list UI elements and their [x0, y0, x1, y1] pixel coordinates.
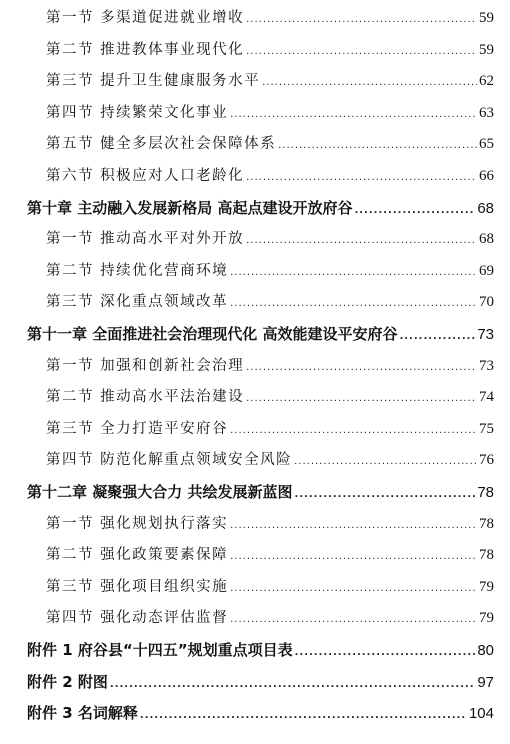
toc-entry-title: 第四节 防范化解重点领域安全风险 [46, 452, 293, 469]
toc-entry-section[interactable] [46, 414, 494, 444]
toc-entry-section[interactable] [46, 603, 494, 633]
toc-entry-appendix[interactable] [27, 698, 494, 728]
toc-entry-section[interactable] [46, 382, 494, 412]
toc-entry-page-number: 73 [479, 357, 494, 374]
toc-entry-title: 第二节 推进教体事业现代化 [46, 41, 245, 58]
dot-leader [230, 605, 477, 635]
toc-entry-section[interactable] [46, 351, 494, 381]
toc-entry-title: 第一节 推动高水平对外开放 [46, 231, 245, 248]
toc-entry-page-number: 79 [479, 610, 494, 627]
toc-entry-page-number: 78 [479, 515, 494, 532]
dot-leader [230, 511, 477, 541]
toc-entry-title: 第十章 主动融入发展新格局 高起点建设开放府谷 [27, 198, 353, 217]
toc-entry-title: 第二节 强化政策要素保障 [46, 547, 229, 564]
toc-entry-page-number: 75 [479, 420, 494, 437]
dot-leader [230, 258, 477, 288]
toc-entry-title: 第三节 深化重点领域改革 [46, 294, 229, 311]
toc-entry-title: 第一节 加强和创新社会治理 [46, 357, 245, 374]
toc-entry-section[interactable] [46, 256, 494, 286]
toc-entry-chapter[interactable] [27, 193, 494, 223]
dot-leader [295, 638, 476, 668]
toc-entry-title: 第五节 健全多层次社会保障体系 [46, 136, 277, 153]
dot-leader [246, 163, 477, 193]
toc-entry-page-number: 79 [479, 578, 494, 595]
toc-entry-title: 附件 3 名词解释 [27, 704, 138, 723]
toc-entry-page-number: 70 [479, 294, 494, 311]
toc-entry-chapter[interactable] [27, 477, 494, 507]
toc-entry-page-number: 62 [479, 73, 494, 90]
toc-entry-section[interactable] [46, 98, 494, 128]
dot-leader [246, 353, 477, 383]
toc-entry-page-number: 104 [468, 705, 494, 723]
toc-entry-section[interactable] [46, 129, 494, 159]
dot-leader [246, 384, 477, 414]
toc-entry-page-number: 69 [479, 262, 494, 279]
dot-leader [110, 670, 475, 700]
toc-entry-title: 第三节 全力打造平安府谷 [46, 420, 229, 437]
toc-entry-section[interactable] [46, 161, 494, 191]
toc-entry-title: 第一节 强化规划执行落实 [46, 515, 229, 532]
toc-entry-page-number: 63 [479, 104, 494, 121]
toc-entry-section[interactable] [46, 3, 494, 33]
dot-leader [230, 416, 477, 446]
toc-entry-chapter[interactable] [27, 319, 494, 349]
dot-leader [294, 447, 477, 477]
toc-entry-title: 第十二章 凝聚强大合力 共绘发展新蓝图 [27, 483, 293, 501]
dot-leader [246, 5, 477, 35]
toc-entry-title: 附件 2 附图 [27, 672, 108, 691]
toc-entry-title: 第十一章 全面推进社会治理现代化 高效能建设平安府谷 [27, 325, 398, 343]
dot-leader [399, 322, 475, 352]
toc-entry-title: 第一节 多渠道促进就业增收 [46, 10, 245, 26]
dot-leader [278, 131, 477, 161]
toc-entry-section[interactable] [46, 540, 494, 570]
toc-entry-section[interactable] [46, 66, 494, 96]
toc-entry-page-number: 78 [479, 547, 494, 564]
dot-leader [294, 480, 475, 510]
toc-entry-page-number: 78 [477, 484, 494, 501]
toc-entry-section[interactable] [46, 509, 494, 539]
dot-leader [230, 574, 477, 604]
toc-entry-page-number: 80 [477, 642, 494, 659]
toc-entry-title: 第四节 持续繁荣文化事业 [46, 104, 229, 121]
dot-leader [140, 701, 467, 731]
dot-leader [354, 196, 475, 226]
toc-entry-page-number: 76 [479, 452, 494, 469]
toc-entry-appendix[interactable] [27, 635, 494, 665]
toc-entry-page-number: 65 [479, 136, 494, 153]
toc-entry-page-number: 97 [477, 673, 494, 691]
toc-entry-section[interactable] [46, 35, 494, 65]
dot-leader [246, 226, 477, 256]
toc-entry-section[interactable] [46, 445, 494, 475]
toc-entry-page-number: 73 [477, 326, 494, 343]
toc-entry-section[interactable] [46, 224, 494, 254]
toc-entry-title: 第四节 强化动态评估监督 [46, 610, 229, 627]
toc-entry-title: 第三节 强化项目组织实施 [46, 578, 229, 595]
toc-entry-title: 第六节 积极应对人口老龄化 [46, 168, 245, 184]
toc-entry-page-number: 68 [477, 199, 494, 217]
toc-entry-section[interactable] [46, 572, 494, 602]
toc-entry-page-number: 68 [479, 231, 494, 248]
toc-entry-title: 第二节 持续优化营商环境 [46, 262, 229, 279]
toc-entry-title: 第二节 推动高水平法治建设 [46, 389, 245, 406]
toc-entry-page-number: 74 [479, 389, 494, 406]
toc-entry-title: 附件 1 府谷县“十四五”规划重点项目表 [27, 641, 293, 659]
toc-entry-page-number: 59 [479, 10, 494, 26]
toc-entry-title: 第三节 提升卫生健康服务水平 [46, 73, 261, 90]
toc-entry-page-number: 59 [479, 41, 494, 58]
toc-entry-page-number: 66 [479, 168, 494, 184]
dot-leader [262, 68, 477, 98]
toc-entry-section[interactable] [46, 287, 494, 317]
dot-leader [230, 100, 477, 130]
dot-leader [230, 542, 477, 572]
toc-entry-appendix[interactable] [27, 667, 494, 697]
dot-leader [246, 37, 477, 67]
dot-leader [230, 289, 477, 319]
